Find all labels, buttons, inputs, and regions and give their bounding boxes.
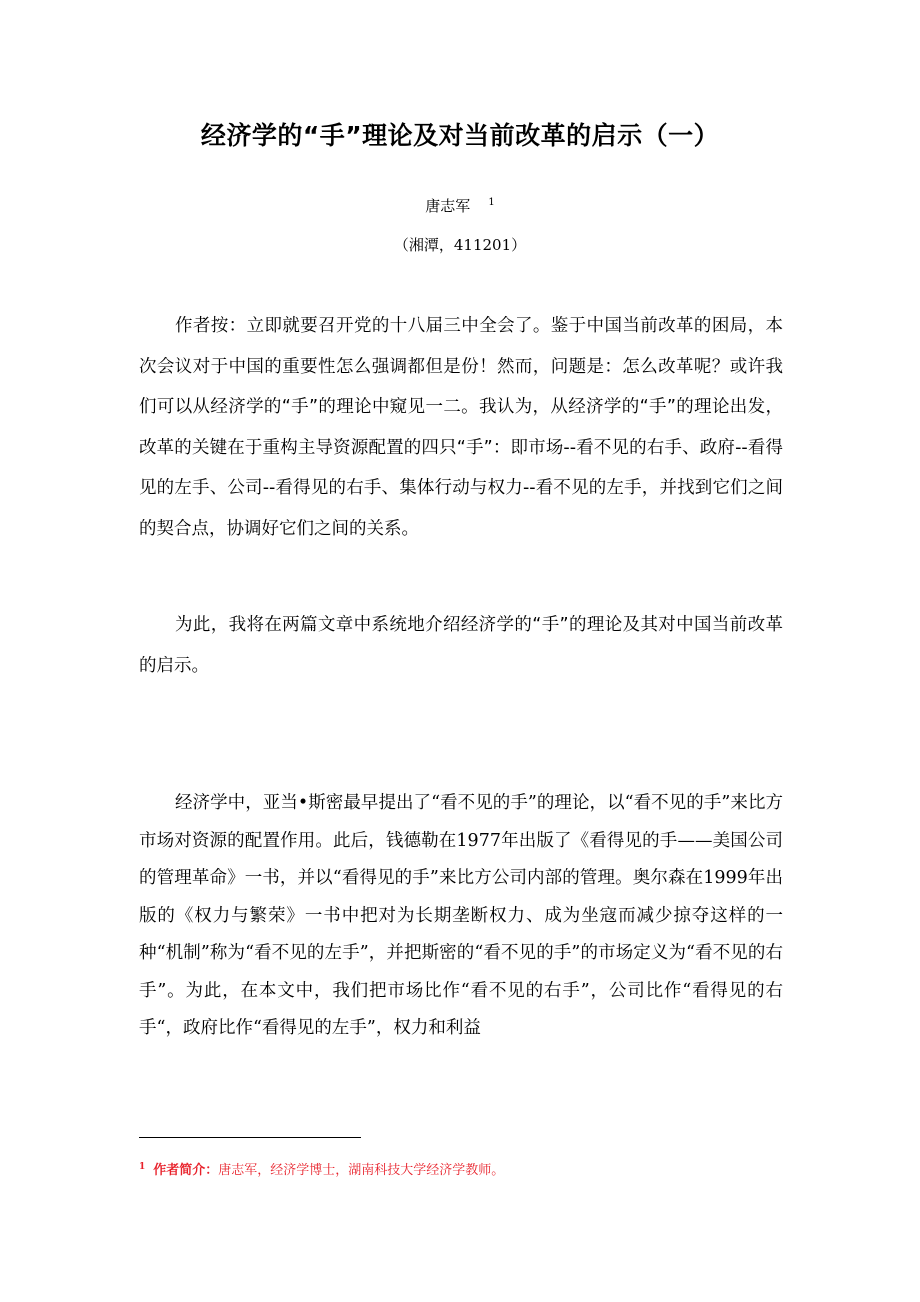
authors-note-paragraph: 为此，我将在两篇文章中系统地介绍经济学的“手”的理论及其对中国当前改革的启示。 — [139, 615, 783, 676]
authors-note-paragraph: 作者按：立即就要召开党的十八届三中全会了。鉴于中国当前改革的困局，本次会议对于中国的重要性怎么强调都但是份！然而，问题是：怎么改革呢？或许我们可以从经济学的“手”的理论中窥见一二。我认为，从经济学的“手”的理论出发，改革的关键在于重构主导资源配置的四只“手”：即市场--看不见的右手、政府--看得见的左手、公司--看得见的右手、集体行动与权力--看不见的左手，并找到它们之间的契合点，协调好它们之间的关系。 — [139, 316, 783, 539]
footnote-divider — [139, 1137, 361, 1138]
document-title: 经济学的“手”理论及对当前改革的启示（一） — [200, 121, 720, 150]
author-footnote-mark[interactable]: 1 — [488, 197, 495, 208]
author-line — [0, 192, 920, 217]
footnote-text: 唐志军，经济学博士，湖南科技大学经济学教师。 — [218, 1163, 505, 1178]
author-name: 唐志军 — [425, 197, 471, 215]
body-paragraph: 经济学中，亚当•斯密最早提出了“看不见的手”的理论，以“看不见的手”来比方市场对资源的配置作用。此后，钱德勒在1977年出版了《看得见的手——美国公司的管理革命》一书，并以“看得见的手”来比方公司内部的管理。奥尔森在1999年出版的《权力与繁荣》一书中把对为长期垄断权力、成为坐寇而减少掠夺这样的一种“机制”称为“看不见的左手”，并把斯密的“看不见的手”的市场定义为“看不见的右手”。为此，在本文中，我们把市场比作“看不见的右手”，公司比作“看得见的右手“，政府比作“看得见的左手”，权力和利益 — [139, 793, 783, 1038]
author-location: （湘潭，411201） — [393, 236, 527, 254]
footnote — [139, 1157, 799, 1181]
footnote-mark: 1 — [139, 1162, 146, 1172]
footnote-label: 作者简介： — [153, 1163, 219, 1178]
